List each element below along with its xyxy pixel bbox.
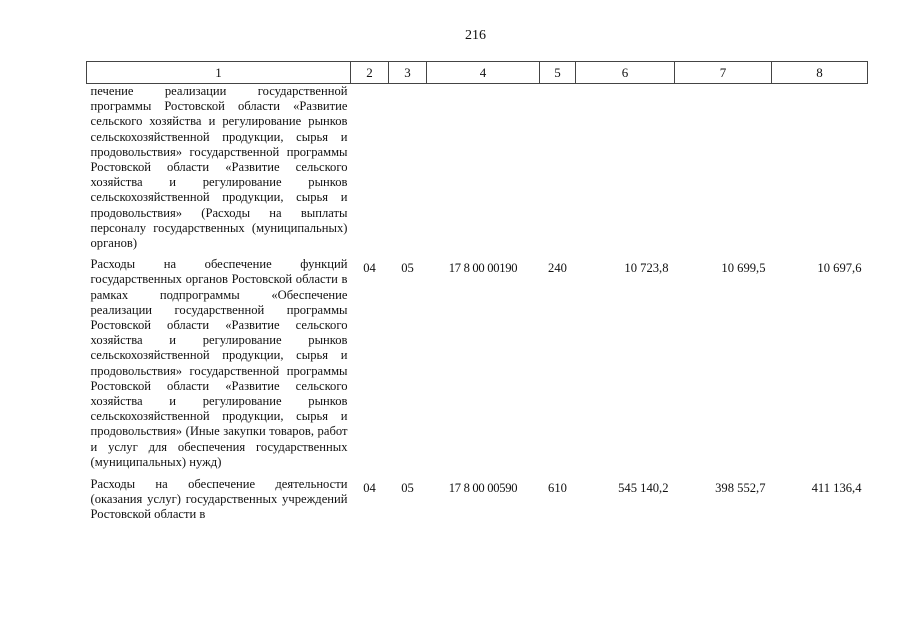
table-row bbox=[87, 257, 868, 477]
row-amount-col7 bbox=[675, 84, 772, 258]
row-expense-type: 240 bbox=[548, 261, 567, 276]
row-amount-col6: 545 140,2 bbox=[618, 481, 669, 496]
row-amount-col8 bbox=[772, 84, 868, 258]
row-subsection-code bbox=[389, 84, 427, 258]
table-row bbox=[87, 477, 868, 523]
budget-table bbox=[86, 61, 868, 523]
column-header-3: 3 bbox=[389, 62, 427, 84]
column-header-4: 4 bbox=[427, 62, 540, 84]
table-row bbox=[87, 84, 868, 258]
column-header-8: 8 bbox=[772, 62, 868, 84]
header-row bbox=[87, 62, 868, 84]
row-target-article: 17 8 00 00590 bbox=[448, 481, 518, 496]
row-amount-col8: 411 136,4 bbox=[811, 481, 862, 496]
row-target-article: 17 8 00 00190 bbox=[448, 261, 518, 276]
row-amount-col7: 10 699,5 bbox=[721, 261, 766, 276]
row-subsection-code: 05 bbox=[401, 481, 414, 496]
row-description: печение реализации государственной программы Ростовской области «Развитие сельского хозяйства и регулирование рынков сельскохозяйственной продукции, сырья и продовольствия» государственной программы Ростовской области «Развитие сельского хозяйства и регулирование рынков сельскохозяйственной продукции, сырья и продовольствия» (Расходы на выплаты персоналу государственных (муниципальных) органов) bbox=[90, 84, 348, 251]
row-description: Расходы на обеспечение функций государственных органов Ростовской области в рамках подпрограммы «Обеспечение реализации государственной программы Ростовской области «Развитие сельского хозяйства и регулирование рынков сельскохозяйственной продукции, сырья и продовольствия» государственной программы Ростовской области «Развитие сельского хозяйства и регулирование рынков сельскохозяйственной продукции, сырья и продовольствия» (Иные закупки товаров, работ и услуг для обеспечения государственных (муниципальных) нужд) bbox=[90, 257, 348, 469]
row-amount-col6: 10 723,8 bbox=[624, 261, 669, 276]
column-header-6: 6 bbox=[576, 62, 675, 84]
row-amount-col7: 398 552,7 bbox=[715, 481, 766, 496]
column-header-1: 1 bbox=[87, 62, 351, 84]
row-subsection-code: 05 bbox=[401, 261, 414, 276]
row-section-code bbox=[351, 84, 389, 258]
column-header-5: 5 bbox=[540, 62, 576, 84]
row-description: Расходы на обеспечение деятельности (оказания услуг) государственных учреждений Ростовской области в bbox=[90, 477, 348, 522]
row-expense-type bbox=[540, 84, 576, 258]
column-header-7: 7 bbox=[675, 62, 772, 84]
row-target-article bbox=[427, 84, 540, 258]
row-amount-col8: 10 697,6 bbox=[817, 261, 862, 276]
row-section-code: 04 bbox=[363, 261, 376, 276]
row-section-code: 04 bbox=[363, 481, 376, 496]
row-amount-col6 bbox=[576, 84, 675, 258]
page-number: 216 bbox=[465, 28, 486, 43]
column-header-2: 2 bbox=[351, 62, 389, 84]
row-expense-type: 610 bbox=[548, 481, 567, 496]
